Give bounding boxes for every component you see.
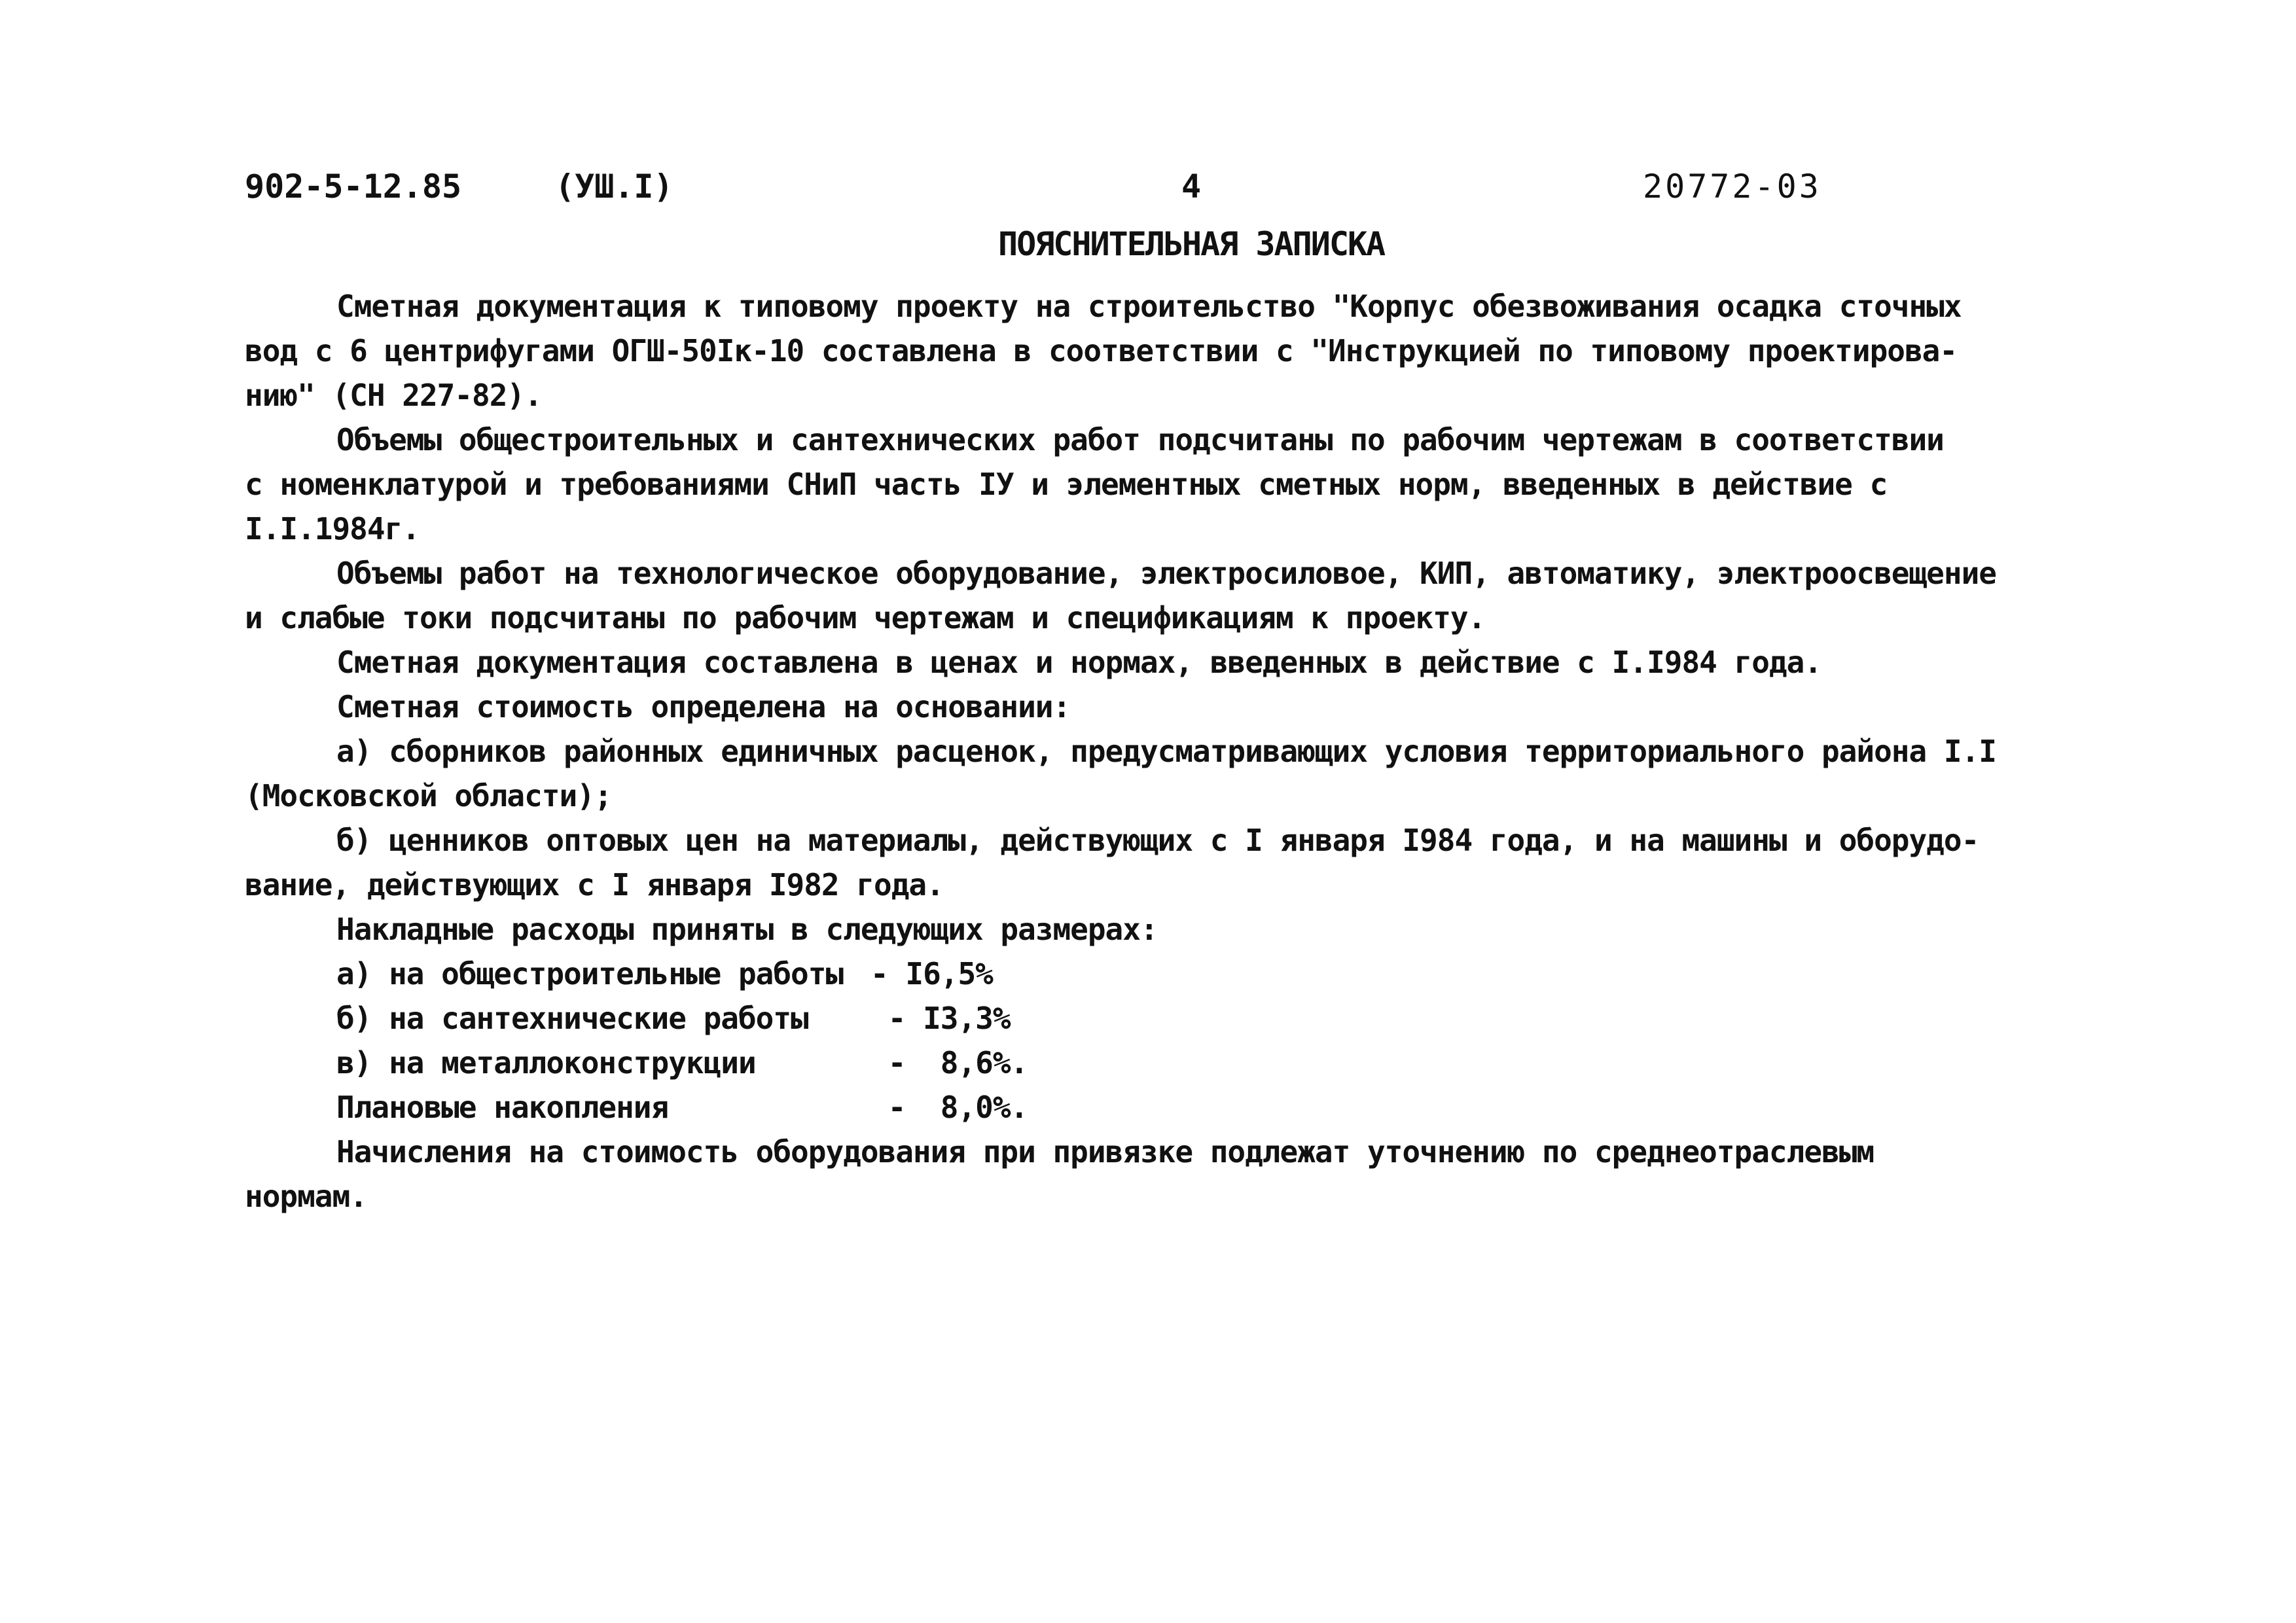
rate-label: б) на сантехнические работы — [336, 1001, 808, 1036]
text-line: с номенклатурой и требованиями СНиП часть IУ и элементных сметных норм, введенных в действие с — [245, 467, 1888, 502]
rate-value: - I3,3% — [870, 1001, 1011, 1036]
rate-value: - 8,6%. — [870, 1045, 1028, 1080]
rate-value: - 8,0%. — [870, 1090, 1028, 1125]
text-line: а) сборников районных единичных расценок, предусматривающих условия территориального района I.I — [336, 734, 1996, 769]
rate-label: а) на общестроительные работы — [336, 956, 844, 991]
text-line: Сметная документация составлена в ценах и нормах, введенных в действие с I.I984 года. — [336, 645, 1822, 680]
doc-code: 902-5-12.85 — [245, 168, 462, 205]
text-line: вание, действующих с I января I982 года. — [245, 867, 944, 902]
text-line: (Московской области); — [245, 778, 612, 813]
text-line: вод с 6 центрифугами ОГШ-50Iк-10 составлена в соответствии с "Инструкцией по типовому проектирова- — [245, 333, 1958, 368]
rate-label: в) на металлоконструкции — [336, 1045, 756, 1080]
text-line: Сметная стоимость определена на основании: — [336, 689, 1071, 724]
text-line: нию" (СН 227-82). — [245, 378, 542, 413]
text-line: Объемы общестроительных и сантехнических работ подсчитаны по рабочим чертежам в соответствии — [336, 422, 1944, 457]
text-line: Начисления на стоимость оборудования при привязке подлежат уточнению по среднеотраслевым — [336, 1134, 1874, 1169]
page-title: ПОЯСНИТЕЛЬНАЯ ЗАПИСКА — [998, 225, 1385, 263]
text-line: и слабые токи подсчитаны по рабочим чертежам и спецификациям к проекту. — [245, 600, 1486, 635]
text-line: Накладные расходы приняты в следующих размерах: — [336, 912, 1158, 947]
text-line: нормам. — [245, 1179, 367, 1214]
text-line: I.I.1984г. — [245, 511, 420, 546]
text-line: Сметная документация к типовому проекту на строительство "Корпус обезвоживания осадка сточных — [336, 289, 1962, 324]
doc-section: (УШ.I) — [555, 168, 673, 205]
doc-serial: 20772-03 — [1643, 168, 1821, 205]
text-line: б) ценников оптовых цен на материалы, действующих с I января I984 года, и на машины и оборудо- — [336, 823, 1979, 858]
rate-value: - I6,5% — [870, 956, 993, 991]
rate-label: Плановые накопления — [336, 1090, 669, 1125]
text-line: Объемы работ на технологическое оборудование, электросиловое, КИП, автоматику, электроосвещение — [336, 556, 1996, 591]
page-number: 4 — [1181, 168, 1202, 205]
